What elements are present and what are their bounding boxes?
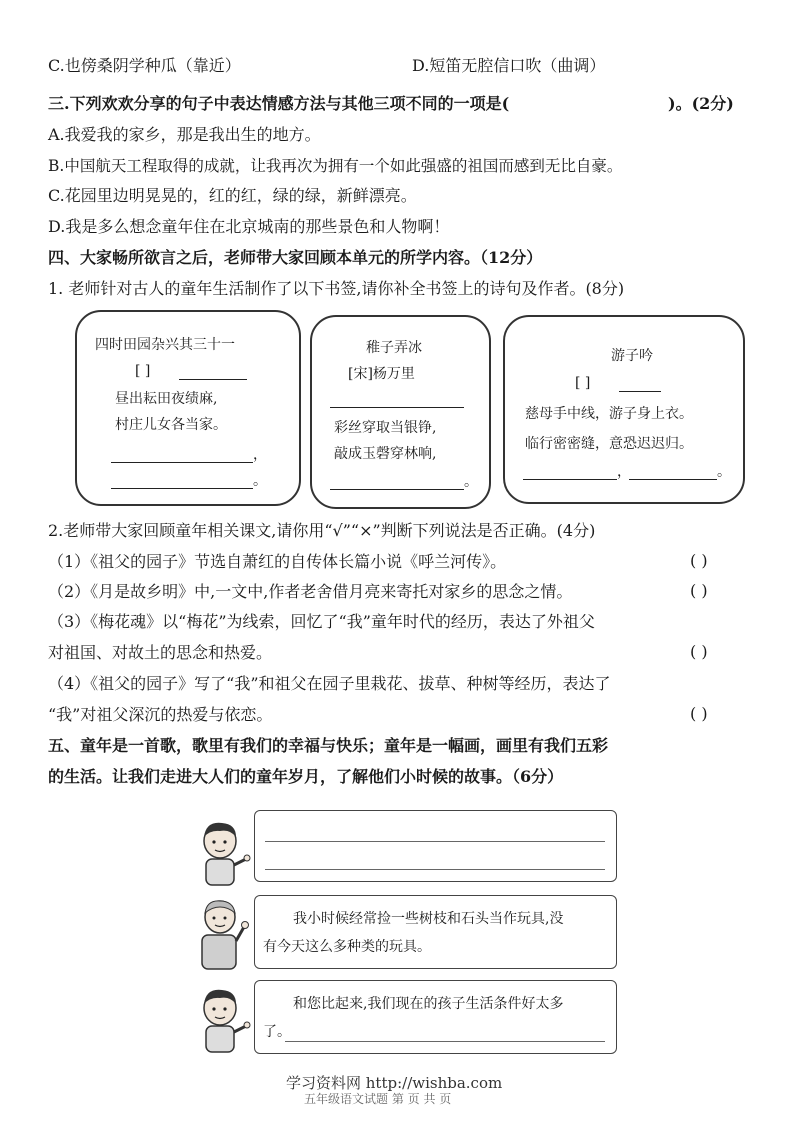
judge-4-line1: （4）《祖父的园子》写了“我”和祖父在园子里栽花、拔草、种树等经历，表达了	[48, 674, 611, 693]
bubble1-line-2[interactable]	[265, 869, 605, 870]
card1-period: 。	[253, 473, 267, 489]
q3-title-end: )。(2分)	[668, 94, 734, 113]
bookmark-card-3	[503, 315, 745, 504]
card2-period: 。	[464, 474, 478, 490]
card3-line1: 慈母手中线，游子身上衣。	[525, 406, 693, 422]
bubble1-line-1[interactable]	[265, 841, 605, 842]
card3-period: 。	[717, 464, 731, 480]
judge-1: （1）《祖父的园子》节选自萧红的自传体长篇小说《呼兰河传》。	[48, 552, 507, 571]
card1-line2: 村庄儿女各当家。	[115, 417, 227, 433]
bubble3-answer-line[interactable]	[285, 1041, 605, 1042]
judge-1-answer[interactable]: ( )	[690, 551, 708, 570]
card1-author-blank[interactable]	[179, 379, 247, 380]
judge-2-answer[interactable]: ( )	[690, 581, 708, 600]
child-avatar-icon-2	[192, 982, 252, 1062]
bubble3-text-2: 了。	[263, 1024, 291, 1040]
q5-title-line1: 五、童年是一首歌，歌里有我们的幸福与快乐；童年是一幅画，画里有我们五彩	[48, 736, 609, 755]
card3-blank-1[interactable]	[523, 479, 617, 480]
q4-title: 四、大家畅所欲言之后，老师带大家回顾本单元的所学内容。（12分）	[48, 248, 543, 267]
option-d: D.短笛无腔信口吹（曲调）	[412, 56, 606, 75]
bookmark-card-2	[310, 315, 491, 509]
card2-line2: 敲成玉磬穿林响,	[334, 446, 437, 462]
card3-comma: ，	[617, 464, 631, 480]
watermark: 学习资料网 http://wishba.com	[286, 1074, 503, 1092]
card3-line2: 临行密密缝，意恐迟迟归。	[525, 436, 693, 452]
q3-option-c: C.花园里边明晃晃的，红的红，绿的绿，新鲜漂亮。	[48, 186, 417, 205]
q3-title: 三.下列欢欢分享的句子中表达情感方法与其他三项不同的一项是(	[48, 94, 510, 113]
judge-3-answer[interactable]: ( )	[690, 642, 708, 661]
card1-title: 四时田园杂兴其三十一	[95, 337, 235, 353]
q4-sub2: 2.老师带大家回顾童年相关课文,请你用“√”“×”判断下列说法是否正确。(4分)	[48, 521, 596, 540]
card2-blank-2[interactable]	[330, 489, 464, 490]
card2-line1: 彩丝穿取当银铮,	[334, 420, 437, 436]
elder-avatar-icon	[192, 895, 254, 975]
option-c: C.也傍桑阴学种瓜（靠近）	[48, 56, 241, 75]
card1-blank-1[interactable]	[111, 462, 253, 463]
judge-3-line2: 对祖国、对故土的思念和热爱。	[48, 643, 273, 662]
judge-2: （2）《月是故乡明》中,一文中,作者老舍借月亮来寄托对家乡的思念之情。	[48, 582, 573, 601]
q3-option-b: B.中国航天工程取得的成就，让我再次为拥有一个如此强盛的祖国而感到无比自豪。	[48, 157, 623, 175]
judge-4-line2: “我”对祖父深沉的热爱与依恋。	[48, 705, 273, 724]
card3-bracket: [ ]	[575, 375, 591, 391]
child-avatar-icon	[192, 815, 252, 895]
bookmark-card-1	[75, 310, 301, 506]
judge-3-line1: （3）《梅花魂》以“梅花”为线索，回忆了“我”童年时代的经历，表达了外祖父	[48, 612, 595, 631]
q5-title-line2: 的生活。让我们走进大人们的童年岁月，了解他们小时候的故事。（6分）	[48, 767, 564, 786]
card3-author-blank[interactable]	[619, 391, 661, 392]
speech-bubble-1	[254, 810, 617, 882]
speech-bubble-2	[254, 895, 617, 969]
card3-blank-2[interactable]	[629, 479, 717, 480]
card2-title: 稚子弄冰	[366, 340, 422, 356]
card1-bracket: [ ]	[135, 363, 151, 379]
card2-blank-1[interactable]	[330, 407, 464, 408]
card2-author: [宋]杨万里	[348, 366, 415, 382]
speech-bubble-3	[254, 980, 617, 1054]
card1-blank-2[interactable]	[111, 488, 253, 489]
q3-option-d: D.我是多么想念童年住在北京城南的那些景色和人物啊！	[48, 217, 450, 236]
bubble3-text-1: 和您比起来,我们现在的孩子生活条件好太多	[293, 996, 564, 1012]
card1-comma: ，	[253, 447, 267, 463]
card3-title: 游子吟	[611, 348, 653, 364]
judge-4-answer[interactable]: ( )	[690, 704, 708, 723]
page-number: 五年级语文试题 第 页 共 页	[304, 1092, 452, 1106]
q4-sub1: 1. 老师针对古人的童年生活制作了以下书签,请你补全书签上的诗句及作者。(8分)	[48, 279, 625, 298]
q3-option-a: A.我爱我的家乡，那是我出生的地方。	[48, 125, 321, 144]
card1-line1: 昼出耘田夜绩麻,	[115, 391, 218, 407]
bubble2-text-1: 我小时候经常捡一些树枝和石头当作玩具,没	[293, 911, 564, 927]
bubble2-text-2: 有今天这么多种类的玩具。	[263, 939, 431, 955]
